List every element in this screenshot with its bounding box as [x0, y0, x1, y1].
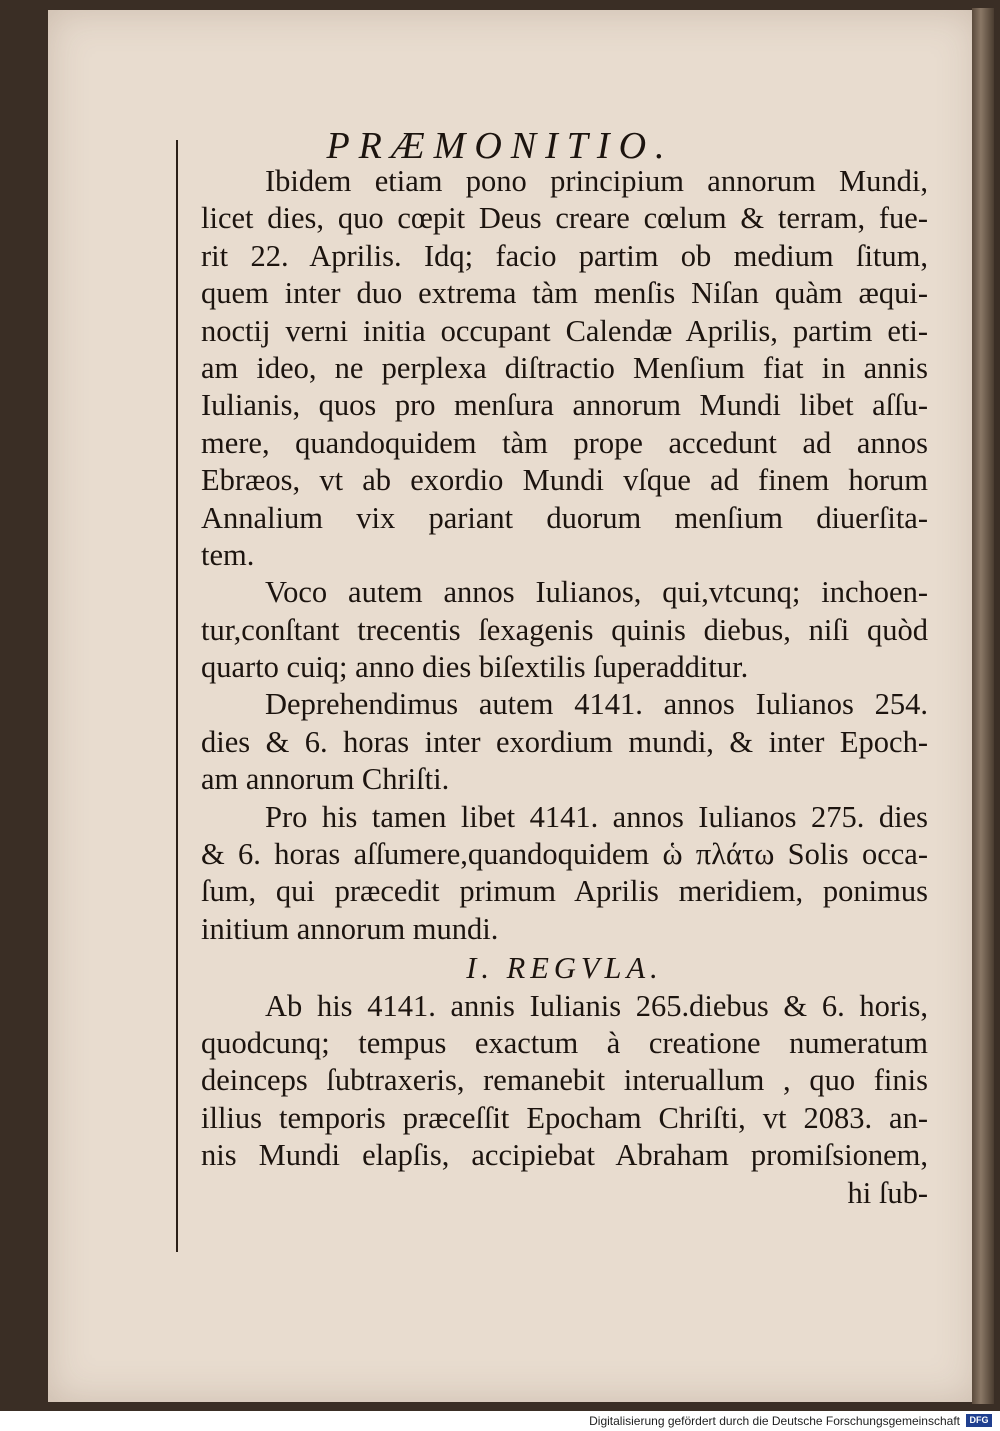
text-line: quarto cuiq; anno dies biſextilis ſuperadditur.: [201, 650, 749, 685]
text-line: tur,conſtant trecentis ſexagenis quinis diebus, niſi quòd: [201, 612, 928, 647]
paragraph-2: [201, 574, 928, 686]
running-head: PRÆMONITIO.: [326, 125, 674, 167]
footer-bar: [0, 1411, 1000, 1431]
catchword: hi ſub-: [847, 1175, 928, 1210]
text-line: deinceps ſubtraxeris, remanebit interuallum , quo finis: [201, 1063, 928, 1098]
text-line: initium annorum mundi.: [201, 911, 499, 946]
text-line: mere, quandoquidem tàm prope accedunt ad annos: [201, 425, 928, 460]
dfg-logo-icon: DFG: [966, 1414, 992, 1427]
paragraph-1: [201, 163, 928, 574]
rule-paragraph: [201, 988, 928, 1175]
text-line: noctij verni initia occupant Calendæ Aprilis, partim eti-: [201, 313, 928, 348]
text-line: quem inter duo extrema tàm menſis Niſan quàm æqui-: [201, 276, 928, 311]
paragraph-3: [201, 686, 928, 798]
text-line: licet dies, quo cœpit Deus creare cœlum & terram, fue-: [201, 201, 928, 236]
text-line: tem.: [201, 537, 255, 572]
footer-credit: Digitalisierung gefördert durch die Deutsche Forschungsgemeinschaft: [589, 1414, 960, 1428]
text-line: Pro his tamen libet 4141. annos Iulianos 275. dies: [265, 799, 928, 834]
text-line: & 6. horas aſſumere,quandoquidem ὡ πλάτω Solis occa-: [201, 837, 928, 872]
margin-rule: [176, 140, 178, 1252]
text-line: Deprehendimus autem 4141. annos Iulianos 254.: [265, 687, 928, 722]
page-edge: [972, 8, 994, 1404]
text-line: Voco autem annos Iulianos, qui,vtcunq; inchoen-: [265, 575, 928, 610]
text-line: Ab his 4141. annis Iulianis 265.diebus & 6. horis,: [265, 988, 928, 1023]
text-line: quodcunq; tempus exactum à creatione numeratum: [201, 1025, 928, 1060]
text-line: am annorum Chriſti.: [201, 762, 450, 797]
text-line: Ibidem etiam pono principium annorum Mundi,: [265, 164, 928, 198]
page-text: [201, 163, 928, 1212]
text-line: Ebræos, vt ab exordio Mundi vſque ad finem horum: [201, 463, 928, 498]
text-line: dies & 6. horas inter exordium mundi, & inter Epoch-: [201, 724, 928, 759]
text-line: am ideo, ne perplexa diſtractio Menſium fiat in annis: [201, 350, 928, 385]
text-line: nis Mundi elapſis, accipiebat Abraham promiſsionem,: [201, 1138, 928, 1173]
text-line: Annalium vix pariant duorum menſium diuerſita-: [201, 500, 928, 535]
paragraph-4: [201, 799, 928, 949]
section-heading: I. REGVLA.: [466, 951, 663, 986]
text-line: rit 22. Aprilis. Idq; facio partim ob medium ſitum,: [201, 238, 928, 273]
text-line: illius temporis præceſſit Epocham Chriſti, vt 2083. an-: [201, 1100, 928, 1135]
text-line: Iulianis, quos pro menſura annorum Mundi libet aſſu-: [201, 388, 928, 423]
text-line: ſum, qui præcedit primum Aprilis meridiem, ponimus: [201, 874, 928, 909]
